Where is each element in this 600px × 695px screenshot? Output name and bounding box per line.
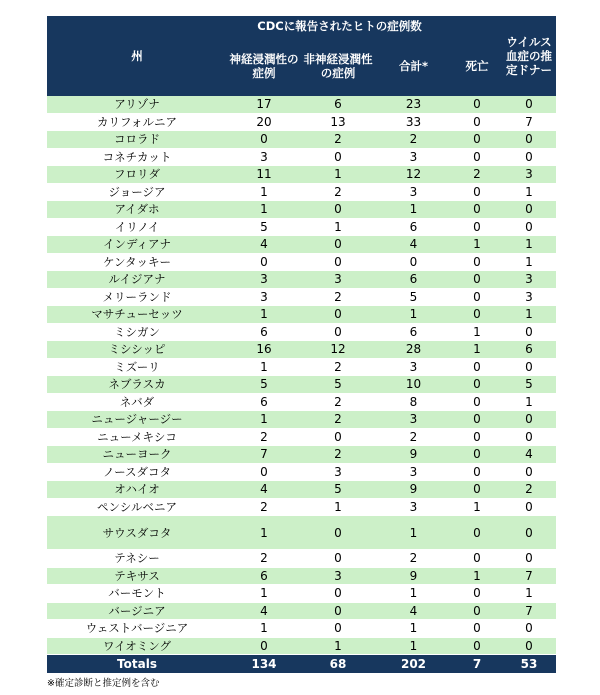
neuro-cell: 1 (227, 411, 301, 429)
donor-cell: 0 (502, 148, 556, 166)
donor-cell: 0 (502, 411, 556, 429)
table-row (47, 516, 556, 550)
table-row (47, 393, 556, 411)
total-cell: 3 (375, 148, 452, 166)
death-cell: 2 (452, 166, 502, 184)
neuro-cell: 6 (227, 567, 301, 585)
table-row (47, 113, 556, 131)
nonneuro-cell: 0 (301, 585, 375, 603)
neuro-cell: 6 (227, 393, 301, 411)
neuro-cell: 11 (227, 166, 301, 184)
state-cell: ニューヨーク (47, 446, 227, 464)
totals-total: 202 (375, 655, 452, 674)
nonneuro-cell: 0 (301, 148, 375, 166)
state-cell: インディアナ (47, 236, 227, 254)
neuro-cell: 4 (227, 236, 301, 254)
total-cell: 9 (375, 567, 452, 585)
state-cell: イリノイ (47, 218, 227, 236)
state-cell: カリフォルニア (47, 113, 227, 131)
total-cell: 2 (375, 550, 452, 568)
state-cell: テネシー (47, 550, 227, 568)
donor-cell: 0 (502, 516, 556, 550)
total-header: 合計* (375, 36, 452, 96)
death-cell: 0 (452, 393, 502, 411)
nonneuro-cell: 0 (301, 516, 375, 550)
table-row (47, 585, 556, 603)
nonneuro-cell: 0 (301, 306, 375, 324)
total-cell: 33 (375, 113, 452, 131)
death-cell: 0 (452, 183, 502, 201)
neuro-cell: 7 (227, 446, 301, 464)
table-row (47, 183, 556, 201)
nonneuro-cell: 3 (301, 567, 375, 585)
nonneuro-cell: 0 (301, 253, 375, 271)
nonneuro-cell: 2 (301, 131, 375, 149)
table-row (47, 602, 556, 620)
donor-cell: 3 (502, 166, 556, 184)
total-cell: 1 (375, 620, 452, 638)
table-row (47, 236, 556, 254)
nonneuro-cell: 3 (301, 271, 375, 289)
table-body (47, 96, 556, 655)
state-cell: ケンタッキー (47, 253, 227, 271)
death-cell: 0 (452, 201, 502, 219)
table-row (47, 306, 556, 324)
donor-cell: 5 (502, 376, 556, 394)
total-cell: 9 (375, 446, 452, 464)
table-row (47, 218, 556, 236)
table-row (47, 411, 556, 429)
donor-cell: 0 (502, 358, 556, 376)
total-cell: 3 (375, 463, 452, 481)
case-table-container (47, 16, 556, 689)
death-cell: 1 (452, 341, 502, 359)
table-row (47, 271, 556, 289)
donor-cell: 6 (502, 341, 556, 359)
neuro-cell: 0 (227, 463, 301, 481)
death-cell: 0 (452, 428, 502, 446)
state-cell: ネブラスカ (47, 376, 227, 394)
state-cell: ミシガン (47, 323, 227, 341)
nonneuro-cell: 2 (301, 288, 375, 306)
donor-cell: 0 (502, 463, 556, 481)
state-cell: ウェストバージニア (47, 620, 227, 638)
total-cell: 6 (375, 271, 452, 289)
totals-neuro: 134 (227, 655, 301, 674)
total-cell: 12 (375, 166, 452, 184)
donor-cell: 7 (502, 567, 556, 585)
nonneuro-cell: 2 (301, 183, 375, 201)
nonneuro-cell: 0 (301, 201, 375, 219)
neuro-cell: 2 (227, 498, 301, 516)
neuro-cell: 20 (227, 113, 301, 131)
neuro-cell: 4 (227, 481, 301, 499)
donor-cell: 0 (502, 428, 556, 446)
death-cell: 0 (452, 148, 502, 166)
table-row (47, 358, 556, 376)
neuro-cell: 1 (227, 358, 301, 376)
group-header: CDCに報告されたヒトの症例数 (227, 16, 452, 36)
totals-row (47, 655, 556, 674)
neuro-cell: 1 (227, 585, 301, 603)
death-cell: 0 (452, 481, 502, 499)
donor-cell: 0 (502, 131, 556, 149)
death-cell: 0 (452, 637, 502, 655)
state-cell: ミシシッピ (47, 341, 227, 359)
death-cell: 0 (452, 306, 502, 324)
donor-cell: 0 (502, 620, 556, 638)
total-cell: 3 (375, 498, 452, 516)
totals-nonneuro: 68 (301, 655, 375, 674)
death-cell: 0 (452, 96, 502, 113)
donor-cell: 1 (502, 306, 556, 324)
donor-header: ウイルス血症の推定ドナー (502, 16, 556, 96)
neuro-cell: 1 (227, 620, 301, 638)
table-row (47, 428, 556, 446)
total-cell: 10 (375, 376, 452, 394)
state-cell: フロリダ (47, 166, 227, 184)
neuro-cell: 5 (227, 218, 301, 236)
total-cell: 2 (375, 428, 452, 446)
total-cell: 9 (375, 481, 452, 499)
totals-label: Totals (47, 655, 227, 674)
donor-cell: 3 (502, 288, 556, 306)
nonneuro-cell: 2 (301, 393, 375, 411)
state-cell: ワイオミング (47, 637, 227, 655)
state-cell: アイダホ (47, 201, 227, 219)
donor-cell: 3 (502, 271, 556, 289)
death-cell: 1 (452, 236, 502, 254)
donor-cell: 0 (502, 498, 556, 516)
total-cell: 3 (375, 183, 452, 201)
neuro-cell: 1 (227, 183, 301, 201)
nonneuro-cell: 6 (301, 96, 375, 113)
state-cell: ジョージア (47, 183, 227, 201)
state-cell: ノースダコタ (47, 463, 227, 481)
table-row (47, 550, 556, 568)
nonneuro-cell: 5 (301, 481, 375, 499)
death-cell: 1 (452, 323, 502, 341)
total-cell: 2 (375, 131, 452, 149)
neuro-cell: 1 (227, 201, 301, 219)
table-row (47, 166, 556, 184)
table-row (47, 376, 556, 394)
nonneuro-cell: 2 (301, 358, 375, 376)
neuro-cell: 17 (227, 96, 301, 113)
neuro-cell: 1 (227, 516, 301, 550)
neuro-cell: 3 (227, 271, 301, 289)
state-cell: マサチューセッツ (47, 306, 227, 324)
death-cell: 0 (452, 253, 502, 271)
death-cell: 0 (452, 131, 502, 149)
totals-donor: 53 (502, 655, 556, 674)
state-cell: コロラド (47, 131, 227, 149)
state-cell: ルイジアナ (47, 271, 227, 289)
table-row (47, 96, 556, 113)
table-row (47, 201, 556, 219)
donor-cell: 0 (502, 218, 556, 236)
table-row (47, 446, 556, 464)
table-row (47, 620, 556, 638)
neuro-header: 神経浸潤性の症例 (227, 36, 301, 96)
nonneuro-cell: 13 (301, 113, 375, 131)
death-cell: 0 (452, 585, 502, 603)
total-cell: 6 (375, 323, 452, 341)
nonneuro-cell: 1 (301, 637, 375, 655)
state-header: 州 (47, 16, 227, 96)
neuro-cell: 0 (227, 131, 301, 149)
nonneuro-header: 非神経浸潤性の症例 (301, 36, 375, 96)
death-cell: 0 (452, 218, 502, 236)
nonneuro-cell: 1 (301, 218, 375, 236)
total-cell: 28 (375, 341, 452, 359)
nonneuro-cell: 2 (301, 411, 375, 429)
nonneuro-cell: 2 (301, 446, 375, 464)
donor-cell: 4 (502, 446, 556, 464)
total-cell: 1 (375, 516, 452, 550)
nonneuro-cell: 1 (301, 166, 375, 184)
donor-cell: 0 (502, 96, 556, 113)
state-cell: ニュージャージー (47, 411, 227, 429)
donor-cell: 7 (502, 113, 556, 131)
neuro-cell: 3 (227, 288, 301, 306)
neuro-cell: 6 (227, 323, 301, 341)
death-header-top (452, 16, 502, 36)
total-cell: 4 (375, 236, 452, 254)
state-cell: ニューメキシコ (47, 428, 227, 446)
nonneuro-cell: 0 (301, 550, 375, 568)
total-cell: 1 (375, 201, 452, 219)
donor-cell: 1 (502, 253, 556, 271)
nonneuro-cell: 3 (301, 463, 375, 481)
death-cell: 1 (452, 567, 502, 585)
nonneuro-cell: 0 (301, 620, 375, 638)
table-row (47, 323, 556, 341)
total-cell: 3 (375, 358, 452, 376)
total-cell: 6 (375, 218, 452, 236)
death-cell: 0 (452, 411, 502, 429)
table-row (47, 131, 556, 149)
donor-cell: 0 (502, 323, 556, 341)
neuro-cell: 0 (227, 253, 301, 271)
neuro-cell: 2 (227, 550, 301, 568)
death-cell: 0 (452, 602, 502, 620)
nonneuro-cell: 0 (301, 428, 375, 446)
total-cell: 1 (375, 585, 452, 603)
state-cell: バージニア (47, 602, 227, 620)
donor-cell: 0 (502, 550, 556, 568)
death-cell: 0 (452, 358, 502, 376)
nonneuro-cell: 0 (301, 236, 375, 254)
donor-cell: 1 (502, 183, 556, 201)
nonneuro-cell: 0 (301, 323, 375, 341)
total-cell: 0 (375, 253, 452, 271)
table-row (47, 148, 556, 166)
state-cell: ペンシルベニア (47, 498, 227, 516)
total-cell: 4 (375, 602, 452, 620)
table-row (47, 463, 556, 481)
donor-cell: 2 (502, 481, 556, 499)
footnote: ※確定診断と推定例を含む (47, 678, 160, 689)
table-row (47, 341, 556, 359)
state-cell: ミズーリ (47, 358, 227, 376)
death-cell: 1 (452, 498, 502, 516)
donor-cell: 1 (502, 585, 556, 603)
state-cell: メリーランド (47, 288, 227, 306)
donor-cell: 0 (502, 201, 556, 219)
total-cell: 1 (375, 637, 452, 655)
state-cell: サウスダコタ (47, 516, 227, 550)
nonneuro-cell: 12 (301, 341, 375, 359)
neuro-cell: 0 (227, 637, 301, 655)
death-cell: 0 (452, 550, 502, 568)
donor-cell: 1 (502, 393, 556, 411)
neuro-cell: 3 (227, 148, 301, 166)
table-row (47, 567, 556, 585)
death-cell: 0 (452, 516, 502, 550)
total-cell: 3 (375, 411, 452, 429)
donor-cell: 7 (502, 602, 556, 620)
table-row (47, 288, 556, 306)
neuro-cell: 2 (227, 428, 301, 446)
death-cell: 0 (452, 620, 502, 638)
state-cell: バーモント (47, 585, 227, 603)
nonneuro-cell: 1 (301, 498, 375, 516)
donor-cell: 0 (502, 637, 556, 655)
neuro-cell: 4 (227, 602, 301, 620)
death-header: 死亡 (452, 36, 502, 96)
table-row (47, 637, 556, 655)
total-cell: 5 (375, 288, 452, 306)
death-cell: 0 (452, 376, 502, 394)
nonneuro-cell: 5 (301, 376, 375, 394)
total-cell: 23 (375, 96, 452, 113)
totals-death: 7 (452, 655, 502, 674)
neuro-cell: 5 (227, 376, 301, 394)
neuro-cell: 1 (227, 306, 301, 324)
neuro-cell: 16 (227, 341, 301, 359)
death-cell: 0 (452, 446, 502, 464)
state-cell: アリゾナ (47, 96, 227, 113)
table-row (47, 498, 556, 516)
death-cell: 0 (452, 463, 502, 481)
table-row (47, 481, 556, 499)
state-cell: テキサス (47, 567, 227, 585)
death-cell: 0 (452, 271, 502, 289)
death-cell: 0 (452, 113, 502, 131)
nonneuro-cell: 0 (301, 602, 375, 620)
state-cell: ネバダ (47, 393, 227, 411)
total-cell: 8 (375, 393, 452, 411)
death-cell: 0 (452, 288, 502, 306)
total-cell: 1 (375, 306, 452, 324)
state-cell: オハイオ (47, 481, 227, 499)
table-row (47, 253, 556, 271)
case-table (47, 16, 556, 673)
donor-cell: 1 (502, 236, 556, 254)
state-cell: コネチカット (47, 148, 227, 166)
